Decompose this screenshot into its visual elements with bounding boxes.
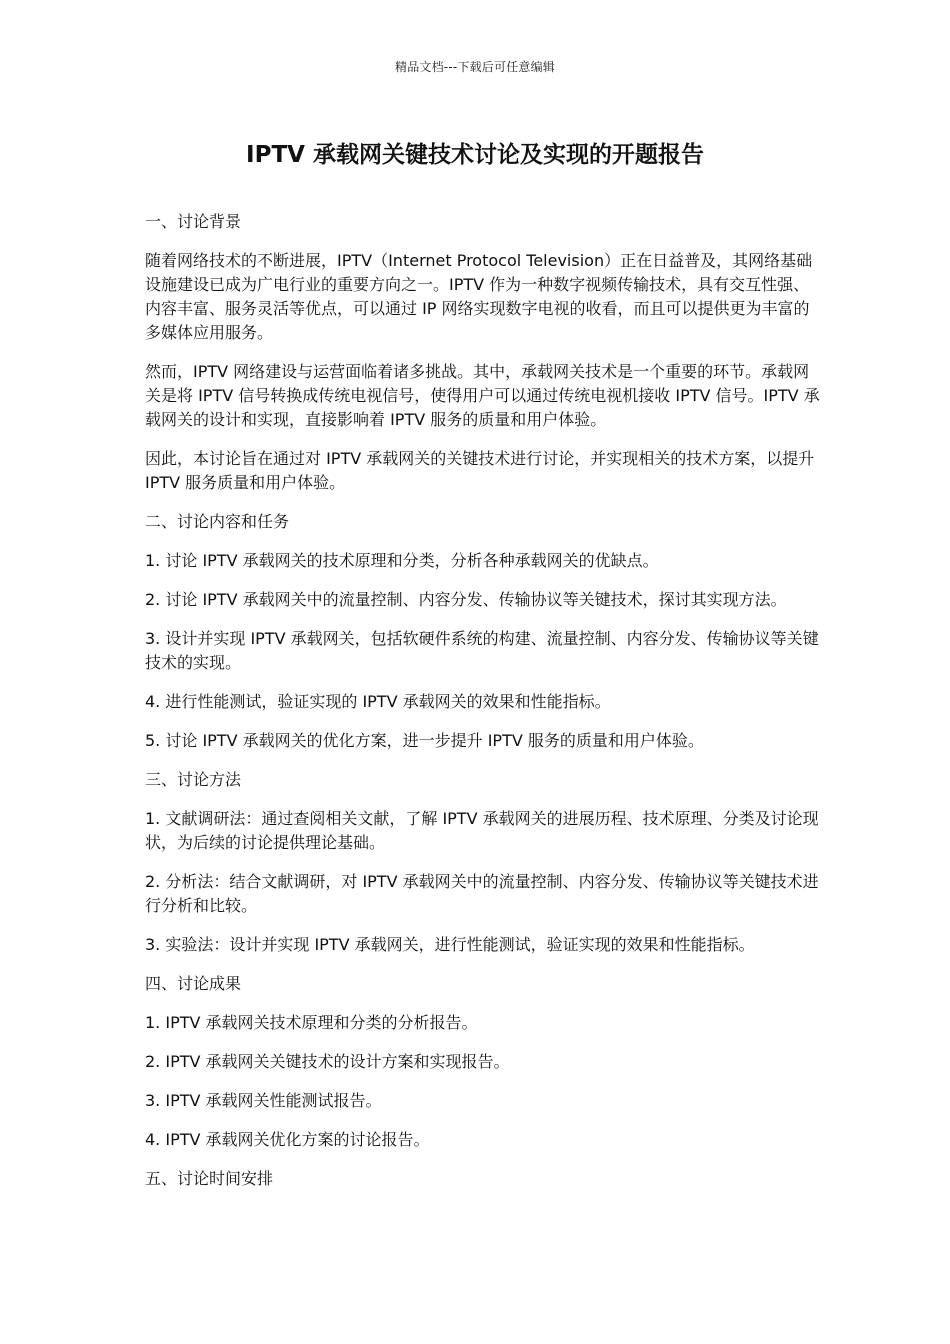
list-item: 2. IPTV 承载网关关键技术的设计方案和实现报告。 — [145, 1052, 510, 1071]
list-item: 3. IPTV 承载网关性能测试报告。 — [145, 1091, 382, 1110]
list-item: 1. 文献调研法：通过查阅相关文献，了解 IPTV 承载网关的进展历程、技术原理、分类及讨论现状，为后续的讨论提供理论基础。 — [145, 809, 819, 852]
list-item: 2. 讨论 IPTV 承载网关中的流量控制、内容分发、传输协议等关键技术，探讨其实现方法。 — [145, 590, 787, 609]
list-item: 2. 分析法：结合文献调研，对 IPTV 承载网关中的流量控制、内容分发、传输协议等关键技术进行分析和比较。 — [145, 872, 819, 915]
paragraph: 因此，本讨论旨在通过对 IPTV 承载网关的关键技术进行讨论，并实现相关的技术方案，以提升 IPTV 服务质量和用户体验。 — [145, 449, 815, 492]
list-item: 3. 设计并实现 IPTV 承载网关，包括软硬件系统的构建、流量控制、内容分发、传输协议等关键技术的实现。 — [145, 629, 819, 672]
list-item: 5. 讨论 IPTV 承载网关的优化方案，进一步提升 IPTV 服务的质量和用户体验。 — [145, 731, 704, 750]
section-heading-results: 四、讨论成果 — [145, 974, 242, 993]
paragraph: 随着网络技术的不断进展，IPTV（Internet Protocol Television）正在日益普及，其网络基础设施建设已成为广电行业的重要方向之一。IPTV 作为一种数字视频传输技术，具有交互性强、内容丰富、服务灵活等优点，可以通过 IP 网络实现数字电视的收看，而且可以提供更为丰富的多媒体应用服务。 — [145, 251, 813, 342]
section-heading-schedule: 五、讨论时间安排 — [145, 1169, 274, 1188]
document-body — [145, 210, 821, 1206]
section-heading-methods: 三、讨论方法 — [145, 770, 242, 789]
section-heading-background: 一、讨论背景 — [145, 212, 242, 231]
list-item: 4. 进行性能测试，验证实现的 IPTV 承载网关的效果和性能指标。 — [145, 692, 611, 711]
document-header-note: 精品文档---下载后可任意编辑 — [395, 60, 555, 74]
list-item: 1. 讨论 IPTV 承载网关的技术原理和分类，分析各种承载网关的优缺点。 — [145, 551, 659, 570]
paragraph: 然而，IPTV 网络建设与运营面临着诸多挑战。其中，承载网关技术是一个重要的环节。承载网关是将 IPTV 信号转换成传统电视信号，使得用户可以通过传统电视机接收 IPTV 信号。IPTV 承载网关的设计和实现，直接影响着 IPTV 服务的质量和用户体验。 — [145, 362, 820, 429]
list-item: 4. IPTV 承载网关优化方案的讨论报告。 — [145, 1130, 430, 1149]
section-heading-content-tasks: 二、讨论内容和任务 — [145, 512, 290, 531]
document-title: IPTV 承载网关键技术讨论及实现的开题报告 — [246, 142, 704, 168]
list-item: 1. IPTV 承载网关技术原理和分类的分析报告。 — [145, 1013, 478, 1032]
list-item: 3. 实验法：设计并实现 IPTV 承载网关，进行性能测试，验证实现的效果和性能指标。 — [145, 935, 755, 954]
